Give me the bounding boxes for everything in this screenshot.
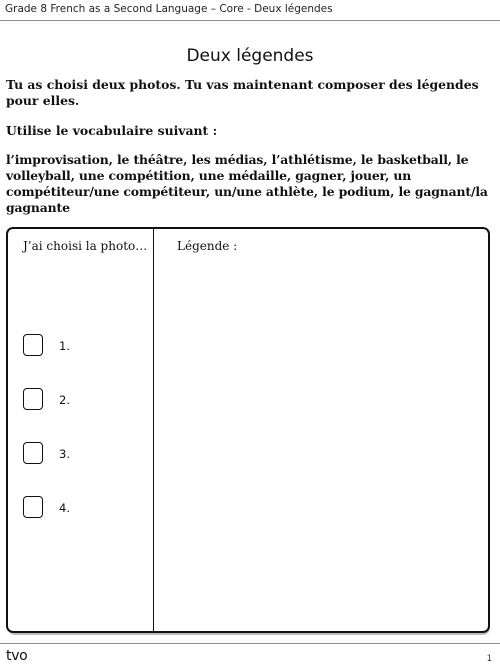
photo-1-checkbox[interactable] <box>23 334 43 356</box>
photo-4-checkbox[interactable] <box>23 496 43 518</box>
photo-1-label: 1. <box>59 339 70 353</box>
vocabulary-paragraph: l’improvisation, le théâtre, les médias, l’athlétisme, le basketball, le volleyball, une compétition, une médaille, gagner, jouer, un compétiteur/une compétiteur, un/une athlète, le podium, le gagnant/la gagnante <box>6 152 488 215</box>
header-title: Grade 8 French as a Second Language – Core - Deux légendes <box>5 3 333 15</box>
page-number: 1 <box>486 654 492 664</box>
photo-3-label: 3. <box>59 447 70 461</box>
photo-2-checkbox[interactable] <box>23 388 43 410</box>
photo-option-1[interactable] <box>23 334 143 358</box>
header-divider <box>0 20 500 21</box>
answer-table <box>6 227 490 633</box>
photo-option-3[interactable] <box>23 442 143 466</box>
column-divider <box>153 229 154 631</box>
intro-paragraph: Tu as choisi deux photos. Tu vas maintenant composer des légendes pour elles. <box>6 77 479 108</box>
tvo-logo: tvo <box>6 648 28 664</box>
instruction-paragraph: Utilise le vocabulaire suivant : <box>6 123 218 138</box>
caption-column-header: Légende : <box>177 239 238 253</box>
page-title: Deux légendes <box>186 46 314 66</box>
photo-option-4[interactable] <box>23 496 143 520</box>
photo-4-label: 4. <box>59 501 70 515</box>
photo-2-label: 2. <box>59 393 70 407</box>
photo-column-header: J’ai choisi la photo… <box>23 239 148 253</box>
photo-3-checkbox[interactable] <box>23 442 43 464</box>
photo-option-2[interactable] <box>23 388 143 412</box>
footer-divider <box>0 643 500 644</box>
